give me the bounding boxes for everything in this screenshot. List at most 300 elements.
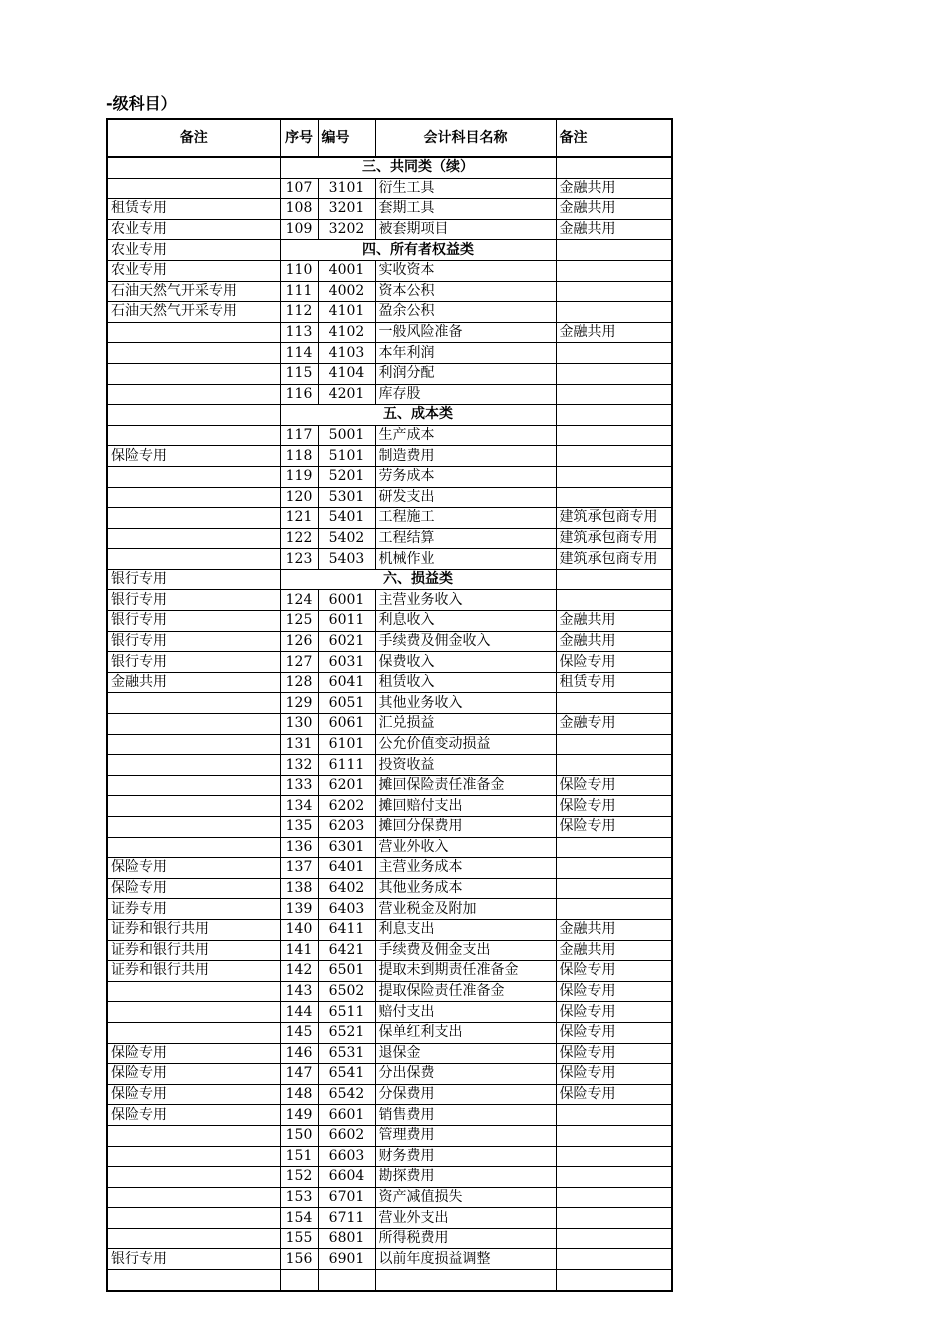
note-left-cell: 银行专用 bbox=[107, 1249, 280, 1270]
note-left-cell bbox=[107, 425, 280, 446]
table-row bbox=[107, 528, 672, 549]
code-cell: 4001 bbox=[318, 260, 375, 281]
note-right-cell: 金融专用 bbox=[556, 714, 672, 735]
table-row bbox=[107, 940, 672, 961]
seq-cell: 129 bbox=[280, 693, 318, 714]
note-right-cell: 建筑承包商专用 bbox=[556, 508, 672, 529]
code-cell: 6521 bbox=[318, 1022, 375, 1043]
note-right-cell: 金融共用 bbox=[556, 940, 672, 961]
note-right-cell bbox=[556, 878, 672, 899]
note-right-cell bbox=[556, 1270, 672, 1291]
code-cell: 6411 bbox=[318, 919, 375, 940]
note-right-cell: 保险专用 bbox=[556, 981, 672, 1002]
account-name-cell: 分出保费 bbox=[375, 1064, 556, 1085]
code-cell: 6711 bbox=[318, 1208, 375, 1229]
code-cell: 6041 bbox=[318, 672, 375, 693]
note-left-cell bbox=[107, 322, 280, 343]
seq-cell: 121 bbox=[280, 508, 318, 529]
account-name-cell: 摊回分保费用 bbox=[375, 817, 556, 838]
note-left-cell bbox=[107, 549, 280, 570]
note-left-cell: 租赁专用 bbox=[107, 199, 280, 220]
table-row bbox=[107, 384, 672, 405]
note-left-cell bbox=[107, 384, 280, 405]
section-title: 五、成本类 bbox=[280, 405, 556, 426]
note-right-cell bbox=[556, 1105, 672, 1126]
note-right-cell: 保险专用 bbox=[556, 1022, 672, 1043]
note-right-cell bbox=[556, 466, 672, 487]
account-name-cell: 研发支出 bbox=[375, 487, 556, 508]
note-right-cell bbox=[556, 1187, 672, 1208]
note-left-cell: 保险专用 bbox=[107, 1064, 280, 1085]
table-row bbox=[107, 199, 672, 220]
empty-row bbox=[107, 1270, 672, 1291]
page-title: -级科目） bbox=[106, 94, 177, 113]
note-left-cell bbox=[107, 755, 280, 776]
seq-cell: 150 bbox=[280, 1125, 318, 1146]
seq-cell: 115 bbox=[280, 363, 318, 384]
header-row bbox=[107, 119, 672, 157]
account-name-cell: 利息支出 bbox=[375, 919, 556, 940]
note-right-cell: 金融共用 bbox=[556, 178, 672, 199]
note-right-cell: 金融共用 bbox=[556, 219, 672, 240]
seq-cell: 112 bbox=[280, 302, 318, 323]
seq-cell: 149 bbox=[280, 1105, 318, 1126]
note-left-cell bbox=[107, 466, 280, 487]
section-row bbox=[107, 405, 672, 426]
note-left-cell: 石油天然气开采专用 bbox=[107, 302, 280, 323]
note-left-cell bbox=[107, 1270, 280, 1291]
table-row bbox=[107, 487, 672, 508]
note-left-cell bbox=[107, 817, 280, 838]
note-right-cell: 保险专用 bbox=[556, 1043, 672, 1064]
code-cell: 6101 bbox=[318, 734, 375, 755]
code-cell: 6601 bbox=[318, 1105, 375, 1126]
account-name-cell: 套期工具 bbox=[375, 199, 556, 220]
seq-cell: 110 bbox=[280, 260, 318, 281]
code-cell: 6201 bbox=[318, 775, 375, 796]
table-row bbox=[107, 260, 672, 281]
account-name-cell: 盈余公积 bbox=[375, 302, 556, 323]
seq-cell: 119 bbox=[280, 466, 318, 487]
account-name-cell: 生产成本 bbox=[375, 425, 556, 446]
note-right-cell bbox=[556, 240, 672, 261]
note-left-cell: 保险专用 bbox=[107, 446, 280, 467]
note-right-cell bbox=[556, 590, 672, 611]
code-cell: 4103 bbox=[318, 343, 375, 364]
table-row bbox=[107, 322, 672, 343]
code-cell: 5201 bbox=[318, 466, 375, 487]
note-left-cell: 证券专用 bbox=[107, 899, 280, 920]
note-right-cell: 金融共用 bbox=[556, 322, 672, 343]
code-cell: 3202 bbox=[318, 219, 375, 240]
table-row bbox=[107, 1064, 672, 1085]
table-body bbox=[107, 157, 672, 1291]
account-name-cell: 资产减值损失 bbox=[375, 1187, 556, 1208]
account-name-cell: 劳务成本 bbox=[375, 466, 556, 487]
seq-cell: 143 bbox=[280, 981, 318, 1002]
note-left-cell bbox=[107, 1125, 280, 1146]
note-left-cell bbox=[107, 508, 280, 529]
code-cell: 6021 bbox=[318, 631, 375, 652]
table-row bbox=[107, 363, 672, 384]
account-name-cell: 营业税金及附加 bbox=[375, 899, 556, 920]
account-name-cell bbox=[375, 1270, 556, 1291]
note-left-cell bbox=[107, 178, 280, 199]
code-cell: 6801 bbox=[318, 1228, 375, 1249]
note-right-cell bbox=[556, 858, 672, 879]
note-left-cell: 证券和银行共用 bbox=[107, 961, 280, 982]
note-left-cell bbox=[107, 1228, 280, 1249]
table-row bbox=[107, 590, 672, 611]
note-right-cell bbox=[556, 734, 672, 755]
note-right-cell bbox=[556, 1167, 672, 1188]
table-row bbox=[107, 219, 672, 240]
note-left-cell: 证券和银行共用 bbox=[107, 940, 280, 961]
table-row bbox=[107, 775, 672, 796]
account-name-cell: 退保金 bbox=[375, 1043, 556, 1064]
code-cell: 4201 bbox=[318, 384, 375, 405]
note-right-cell bbox=[556, 1249, 672, 1270]
table-row bbox=[107, 466, 672, 487]
seq-cell: 127 bbox=[280, 652, 318, 673]
table-row bbox=[107, 714, 672, 735]
table-row bbox=[107, 652, 672, 673]
table-row bbox=[107, 1022, 672, 1043]
account-name-cell: 利润分配 bbox=[375, 363, 556, 384]
note-right-cell: 建筑承包商专用 bbox=[556, 528, 672, 549]
account-name-cell: 工程施工 bbox=[375, 508, 556, 529]
section-title: 三、共同类（续） bbox=[280, 157, 556, 178]
code-cell: 6111 bbox=[318, 755, 375, 776]
account-name-cell: 主营业务收入 bbox=[375, 590, 556, 611]
table-row bbox=[107, 837, 672, 858]
seq-cell: 151 bbox=[280, 1146, 318, 1167]
note-left-cell: 保险专用 bbox=[107, 858, 280, 879]
table-row bbox=[107, 1002, 672, 1023]
account-name-cell: 提取未到期责任准备金 bbox=[375, 961, 556, 982]
code-cell: 6001 bbox=[318, 590, 375, 611]
account-name-cell: 手续费及佣金收入 bbox=[375, 631, 556, 652]
table-row bbox=[107, 631, 672, 652]
note-left-cell: 农业专用 bbox=[107, 240, 280, 261]
code-cell: 6502 bbox=[318, 981, 375, 1002]
code-cell: 4002 bbox=[318, 281, 375, 302]
account-name-cell: 租赁收入 bbox=[375, 672, 556, 693]
section-row bbox=[107, 240, 672, 261]
note-right-cell: 金融共用 bbox=[556, 611, 672, 632]
account-name-cell: 机械作业 bbox=[375, 549, 556, 570]
note-right-cell: 保险专用 bbox=[556, 817, 672, 838]
note-right-cell bbox=[556, 446, 672, 467]
note-left-cell bbox=[107, 1002, 280, 1023]
account-name-cell: 库存股 bbox=[375, 384, 556, 405]
seq-cell: 141 bbox=[280, 940, 318, 961]
note-right-cell: 金融共用 bbox=[556, 919, 672, 940]
account-name-cell: 被套期项目 bbox=[375, 219, 556, 240]
account-name-cell: 一般风险准备 bbox=[375, 322, 556, 343]
table-row bbox=[107, 1146, 672, 1167]
code-cell: 6203 bbox=[318, 817, 375, 838]
seq-cell: 137 bbox=[280, 858, 318, 879]
code-cell: 6511 bbox=[318, 1002, 375, 1023]
code-cell: 6403 bbox=[318, 899, 375, 920]
code-cell: 5101 bbox=[318, 446, 375, 467]
note-right-cell bbox=[556, 569, 672, 590]
note-left-cell bbox=[107, 1187, 280, 1208]
header-code: 编号 bbox=[318, 119, 375, 157]
seq-cell: 138 bbox=[280, 878, 318, 899]
note-right-cell: 保险专用 bbox=[556, 1084, 672, 1105]
note-left-cell bbox=[107, 1022, 280, 1043]
account-name-cell: 工程结算 bbox=[375, 528, 556, 549]
note-right-cell: 保险专用 bbox=[556, 1002, 672, 1023]
table-row bbox=[107, 508, 672, 529]
table-row bbox=[107, 549, 672, 570]
code-cell: 6402 bbox=[318, 878, 375, 899]
note-left-cell bbox=[107, 981, 280, 1002]
account-name-cell: 投资收益 bbox=[375, 755, 556, 776]
table-row bbox=[107, 796, 672, 817]
table-row bbox=[107, 1228, 672, 1249]
table-row bbox=[107, 1187, 672, 1208]
table-row bbox=[107, 919, 672, 940]
seq-cell: 126 bbox=[280, 631, 318, 652]
table-row bbox=[107, 1084, 672, 1105]
seq-cell: 155 bbox=[280, 1228, 318, 1249]
seq-cell: 130 bbox=[280, 714, 318, 735]
note-left-cell: 保险专用 bbox=[107, 878, 280, 899]
code-cell: 3201 bbox=[318, 199, 375, 220]
account-name-cell: 保单红利支出 bbox=[375, 1022, 556, 1043]
seq-cell: 153 bbox=[280, 1187, 318, 1208]
seq-cell: 139 bbox=[280, 899, 318, 920]
code-cell: 4104 bbox=[318, 363, 375, 384]
seq-cell: 116 bbox=[280, 384, 318, 405]
table-row bbox=[107, 755, 672, 776]
account-name-cell: 所得税费用 bbox=[375, 1228, 556, 1249]
account-name-cell: 以前年度损益调整 bbox=[375, 1249, 556, 1270]
note-right-cell bbox=[556, 405, 672, 426]
table-row bbox=[107, 1043, 672, 1064]
code-cell: 5301 bbox=[318, 487, 375, 508]
note-right-cell bbox=[556, 281, 672, 302]
code-cell: 4102 bbox=[318, 322, 375, 343]
note-left-cell: 银行专用 bbox=[107, 611, 280, 632]
seq-cell: 123 bbox=[280, 549, 318, 570]
table-row bbox=[107, 1208, 672, 1229]
seq-cell: 146 bbox=[280, 1043, 318, 1064]
account-name-cell: 营业外收入 bbox=[375, 837, 556, 858]
note-right-cell bbox=[556, 384, 672, 405]
table-row bbox=[107, 1167, 672, 1188]
note-left-cell bbox=[107, 405, 280, 426]
seq-cell: 135 bbox=[280, 817, 318, 838]
note-left-cell bbox=[107, 693, 280, 714]
note-left-cell bbox=[107, 775, 280, 796]
code-cell: 5403 bbox=[318, 549, 375, 570]
account-name-cell: 赔付支出 bbox=[375, 1002, 556, 1023]
seq-cell: 134 bbox=[280, 796, 318, 817]
code-cell: 6202 bbox=[318, 796, 375, 817]
table-row bbox=[107, 693, 672, 714]
note-left-cell: 证券和银行共用 bbox=[107, 919, 280, 940]
note-right-cell bbox=[556, 302, 672, 323]
account-name-cell: 分保费用 bbox=[375, 1084, 556, 1105]
note-right-cell bbox=[556, 487, 672, 508]
table-row bbox=[107, 343, 672, 364]
note-left-cell: 银行专用 bbox=[107, 631, 280, 652]
code-cell: 5001 bbox=[318, 425, 375, 446]
note-right-cell bbox=[556, 693, 672, 714]
table-row bbox=[107, 734, 672, 755]
table-row bbox=[107, 981, 672, 1002]
table-row bbox=[107, 672, 672, 693]
code-cell: 6542 bbox=[318, 1084, 375, 1105]
seq-cell: 145 bbox=[280, 1022, 318, 1043]
note-right-cell bbox=[556, 260, 672, 281]
seq-cell: 118 bbox=[280, 446, 318, 467]
seq-cell: 154 bbox=[280, 1208, 318, 1229]
account-name-cell: 保费收入 bbox=[375, 652, 556, 673]
table-row bbox=[107, 858, 672, 879]
account-name-cell: 营业外支出 bbox=[375, 1208, 556, 1229]
table-row bbox=[107, 302, 672, 323]
seq-cell: 125 bbox=[280, 611, 318, 632]
code-cell: 6061 bbox=[318, 714, 375, 735]
account-name-cell: 提取保险责任准备金 bbox=[375, 981, 556, 1002]
note-left-cell bbox=[107, 487, 280, 508]
account-name-cell: 勘探费用 bbox=[375, 1167, 556, 1188]
note-right-cell bbox=[556, 1228, 672, 1249]
note-right-cell: 租赁专用 bbox=[556, 672, 672, 693]
table-row bbox=[107, 1105, 672, 1126]
note-left-cell: 银行专用 bbox=[107, 652, 280, 673]
note-right-cell bbox=[556, 157, 672, 178]
seq-cell: 109 bbox=[280, 219, 318, 240]
section-row bbox=[107, 569, 672, 590]
account-name-cell: 摊回保险责任准备金 bbox=[375, 775, 556, 796]
note-right-cell: 保险专用 bbox=[556, 796, 672, 817]
note-left-cell bbox=[107, 1146, 280, 1167]
accounts-table bbox=[106, 118, 673, 1292]
note-right-cell bbox=[556, 899, 672, 920]
section-row bbox=[107, 157, 672, 178]
code-cell: 6301 bbox=[318, 837, 375, 858]
seq-cell: 147 bbox=[280, 1064, 318, 1085]
code-cell: 3101 bbox=[318, 178, 375, 199]
table-row bbox=[107, 878, 672, 899]
note-left-cell: 保险专用 bbox=[107, 1084, 280, 1105]
seq-cell: 114 bbox=[280, 343, 318, 364]
code-cell: 6901 bbox=[318, 1249, 375, 1270]
seq-cell: 148 bbox=[280, 1084, 318, 1105]
note-right-cell bbox=[556, 755, 672, 776]
note-left-cell bbox=[107, 528, 280, 549]
table-row bbox=[107, 446, 672, 467]
note-right-cell: 金融共用 bbox=[556, 631, 672, 652]
account-name-cell: 衍生工具 bbox=[375, 178, 556, 199]
note-right-cell bbox=[556, 425, 672, 446]
code-cell: 6531 bbox=[318, 1043, 375, 1064]
note-left-cell: 农业专用 bbox=[107, 219, 280, 240]
note-left-cell bbox=[107, 1208, 280, 1229]
account-name-cell: 销售费用 bbox=[375, 1105, 556, 1126]
code-cell: 6421 bbox=[318, 940, 375, 961]
table-row bbox=[107, 425, 672, 446]
seq-cell: 144 bbox=[280, 1002, 318, 1023]
note-left-cell: 金融共用 bbox=[107, 672, 280, 693]
code-cell: 6051 bbox=[318, 693, 375, 714]
section-title: 四、所有者权益类 bbox=[280, 240, 556, 261]
account-name-cell: 汇兑损益 bbox=[375, 714, 556, 735]
note-right-cell: 保险专用 bbox=[556, 1064, 672, 1085]
account-name-cell: 资本公积 bbox=[375, 281, 556, 302]
account-name-cell: 其他业务成本 bbox=[375, 878, 556, 899]
note-left-cell bbox=[107, 157, 280, 178]
note-left-cell: 保险专用 bbox=[107, 1105, 280, 1126]
account-name-cell: 财务费用 bbox=[375, 1146, 556, 1167]
account-name-cell: 手续费及佣金支出 bbox=[375, 940, 556, 961]
seq-cell: 120 bbox=[280, 487, 318, 508]
code-cell: 6602 bbox=[318, 1125, 375, 1146]
seq-cell: 107 bbox=[280, 178, 318, 199]
code-cell: 4101 bbox=[318, 302, 375, 323]
note-left-cell bbox=[107, 837, 280, 858]
code-cell: 5401 bbox=[318, 508, 375, 529]
note-left-cell bbox=[107, 1167, 280, 1188]
note-left-cell: 保险专用 bbox=[107, 1043, 280, 1064]
account-name-cell: 主营业务成本 bbox=[375, 858, 556, 879]
account-name-cell: 公允价值变动损益 bbox=[375, 734, 556, 755]
account-name-cell: 制造费用 bbox=[375, 446, 556, 467]
note-left-cell: 银行专用 bbox=[107, 569, 280, 590]
note-right-cell: 保险专用 bbox=[556, 961, 672, 982]
seq-cell: 124 bbox=[280, 590, 318, 611]
seq-cell: 136 bbox=[280, 837, 318, 858]
table-row bbox=[107, 1125, 672, 1146]
code-cell: 6701 bbox=[318, 1187, 375, 1208]
seq-cell: 108 bbox=[280, 199, 318, 220]
code-cell: 6541 bbox=[318, 1064, 375, 1085]
seq-cell: 132 bbox=[280, 755, 318, 776]
note-left-cell: 银行专用 bbox=[107, 590, 280, 611]
code-cell: 6603 bbox=[318, 1146, 375, 1167]
seq-cell: 128 bbox=[280, 672, 318, 693]
note-left-cell bbox=[107, 714, 280, 735]
note-right-cell bbox=[556, 1146, 672, 1167]
account-name-cell: 其他业务收入 bbox=[375, 693, 556, 714]
table-row bbox=[107, 1249, 672, 1270]
seq-cell: 156 bbox=[280, 1249, 318, 1270]
note-left-cell bbox=[107, 343, 280, 364]
note-left-cell: 石油天然气开采专用 bbox=[107, 281, 280, 302]
code-cell: 6011 bbox=[318, 611, 375, 632]
note-right-cell: 保险专用 bbox=[556, 775, 672, 796]
note-left-cell bbox=[107, 363, 280, 384]
table-row bbox=[107, 899, 672, 920]
table-row bbox=[107, 281, 672, 302]
seq-cell: 133 bbox=[280, 775, 318, 796]
table-row bbox=[107, 961, 672, 982]
code-cell: 5402 bbox=[318, 528, 375, 549]
code-cell: 6501 bbox=[318, 961, 375, 982]
header-account-name: 会计科目名称 bbox=[375, 119, 556, 157]
note-right-cell: 金融共用 bbox=[556, 199, 672, 220]
code-cell: 6031 bbox=[318, 652, 375, 673]
seq-cell: 113 bbox=[280, 322, 318, 343]
account-name-cell: 管理费用 bbox=[375, 1125, 556, 1146]
note-left-cell: 农业专用 bbox=[107, 260, 280, 281]
